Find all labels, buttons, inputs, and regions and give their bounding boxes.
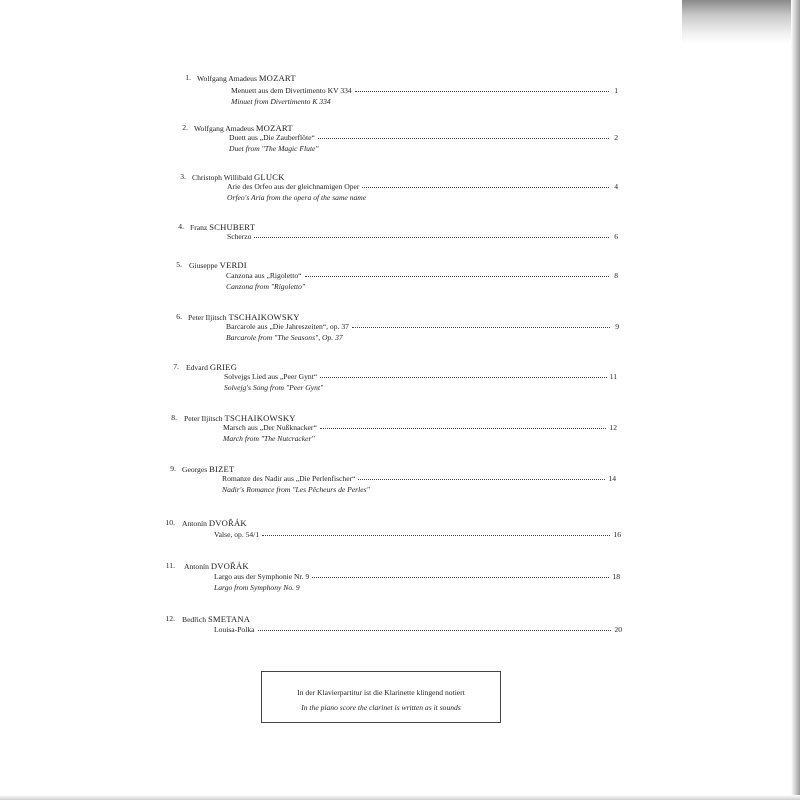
composer-first-name: Peter Iljitsch	[184, 414, 223, 423]
notation-notice-box	[261, 671, 501, 723]
entry-number: 12.	[165, 614, 175, 623]
piece-title: Louisa-Polka	[214, 625, 255, 634]
composer	[182, 518, 247, 529]
composer-first-name: Georges	[182, 465, 208, 474]
dot-leader	[305, 270, 610, 277]
dot-leader	[352, 321, 610, 328]
piece-title: Largo aus der Symphonie Nr. 9	[214, 572, 310, 581]
composer-first-name: Antonín	[184, 562, 209, 571]
composer-first-name: Peter Iljitsch	[188, 313, 227, 322]
scan-shadow-right	[791, 0, 800, 800]
english-translation: Duet from "The Magic Flute"	[229, 144, 319, 153]
title-line	[226, 271, 618, 281]
dot-leader	[312, 571, 609, 578]
page-number: 12	[609, 423, 617, 432]
english-translation: Solvejg's Song from "Peer Gynt"	[224, 383, 324, 392]
piece-title: Duett aus „Die Zauberflöte“	[229, 133, 315, 142]
composer	[182, 614, 250, 625]
piece-title: Canzona aus „Rigoletto“	[226, 271, 302, 280]
composer-last-name: BIZET	[209, 464, 235, 474]
piece-title: Menuett aus dem Divertimento KV 334	[231, 86, 352, 95]
composer-last-name: DVOŘÁK	[210, 561, 249, 571]
scan-shadow-top	[682, 0, 800, 44]
page-number: 18	[612, 572, 620, 581]
title-line	[226, 322, 619, 332]
entry-number: 9.	[170, 464, 176, 473]
composer-first-name: Antonín	[182, 519, 207, 528]
piece-title: Solvejgs Lied aus „Peer Gynt“	[224, 372, 318, 381]
dot-leader	[362, 181, 609, 188]
entry-number: 7.	[173, 362, 179, 371]
english-translation: Minuet from Divertimento K 334	[231, 97, 331, 106]
dot-leader	[258, 624, 612, 631]
composer-first-name: Wolfgang Amadeus	[194, 124, 254, 133]
composer-first-name: Edvard	[186, 363, 208, 372]
page-number: 14	[608, 474, 616, 483]
composer-last-name: TSCHAIKOWSKY	[224, 413, 296, 423]
page-number: 9	[615, 322, 619, 331]
entry-number: 10.	[165, 518, 175, 527]
english-translation: Nadir's Romance from "Les Pêcheurs de Perles"	[222, 485, 370, 494]
scan-shadow-bottom	[0, 795, 800, 800]
composer-last-name: DVOŘÁK	[208, 518, 247, 528]
english-translation: Barcarole from "The Seasons", Op. 37	[226, 333, 343, 342]
composer-first-name: Franz	[190, 223, 208, 232]
title-line	[223, 423, 617, 433]
composer-last-name: TSCHAIKOWSKY	[228, 312, 300, 322]
composer-first-name: Giuseppe	[189, 261, 218, 270]
piece-title: Romanze des Nadir aus „Die Perlenfischer“	[222, 474, 356, 483]
title-line	[227, 182, 618, 192]
page-number: 2	[614, 133, 618, 142]
piece-title: Marsch aus „Der Nußknacker“	[223, 423, 317, 432]
entry-number: 6.	[176, 312, 182, 321]
entry-number: 11.	[165, 561, 175, 570]
title-line	[229, 133, 618, 143]
title-line	[231, 86, 618, 96]
english-translation: Canzona from "Rigoletto"	[226, 282, 306, 291]
english-translation: Orfeo's Aria from the opera of the same name	[227, 193, 367, 202]
composer	[189, 260, 247, 271]
dot-leader	[262, 529, 610, 536]
notice-german: In der Klavierpartitur ist die Klarinette klingend notiert	[297, 688, 465, 697]
title-line	[222, 474, 616, 484]
english-translation: March from "The Nutcracker"	[223, 434, 315, 443]
composer-last-name: MOZART	[255, 123, 293, 133]
composer	[197, 73, 296, 84]
page-number: 11	[609, 372, 617, 381]
piece-title: Scherzo	[227, 232, 252, 241]
entry-number: 8.	[171, 413, 177, 422]
composer-first-name: Wolfgang Amadeus	[197, 74, 257, 83]
composer-last-name: MOZART	[258, 73, 296, 83]
composer-first-name: Christoph Willibald	[192, 173, 253, 182]
dot-leader	[254, 231, 609, 238]
composer-first-name: Bedřich	[182, 615, 207, 624]
composer-last-name: GRIEG	[209, 362, 238, 372]
composer-last-name: VERDI	[219, 260, 247, 270]
composer-last-name: GLUCK	[254, 172, 285, 182]
title-line	[224, 372, 617, 382]
entry-number: 4.	[178, 222, 184, 231]
page-number: 20	[614, 625, 622, 634]
entry-number: 3.	[180, 172, 186, 181]
composer-last-name: SMETANA	[207, 614, 251, 624]
entry-number: 5.	[176, 260, 182, 269]
dot-leader	[355, 85, 609, 92]
piece-title: Barcarole aus „Die Jahreszeiten“, op. 37	[226, 322, 349, 331]
composer-last-name: SCHUBERT	[209, 222, 256, 232]
piece-title: Arie des Orfeo aus der gleichnamigen Oper	[227, 182, 360, 191]
title-line	[214, 625, 622, 635]
notice-english: In the piano score the clarinet is written as it sounds	[301, 703, 461, 712]
entry-number: 2.	[182, 123, 188, 132]
dot-leader	[358, 473, 605, 480]
page-number: 4	[614, 182, 618, 191]
english-translation: Largo from Symphony No. 9	[214, 583, 300, 592]
page-number: 1	[614, 86, 618, 95]
composer	[184, 561, 249, 572]
dot-leader	[320, 422, 607, 429]
entry-number: 1.	[185, 73, 191, 82]
page-number: 8	[614, 271, 618, 280]
title-line	[227, 232, 618, 242]
title-line	[214, 530, 621, 540]
page-number: 6	[614, 232, 618, 241]
page-number: 16	[613, 530, 621, 539]
piece-title: Valse, op. 54/1	[214, 530, 260, 539]
dot-leader	[318, 132, 609, 139]
title-line	[214, 572, 620, 582]
dot-leader	[320, 371, 606, 378]
